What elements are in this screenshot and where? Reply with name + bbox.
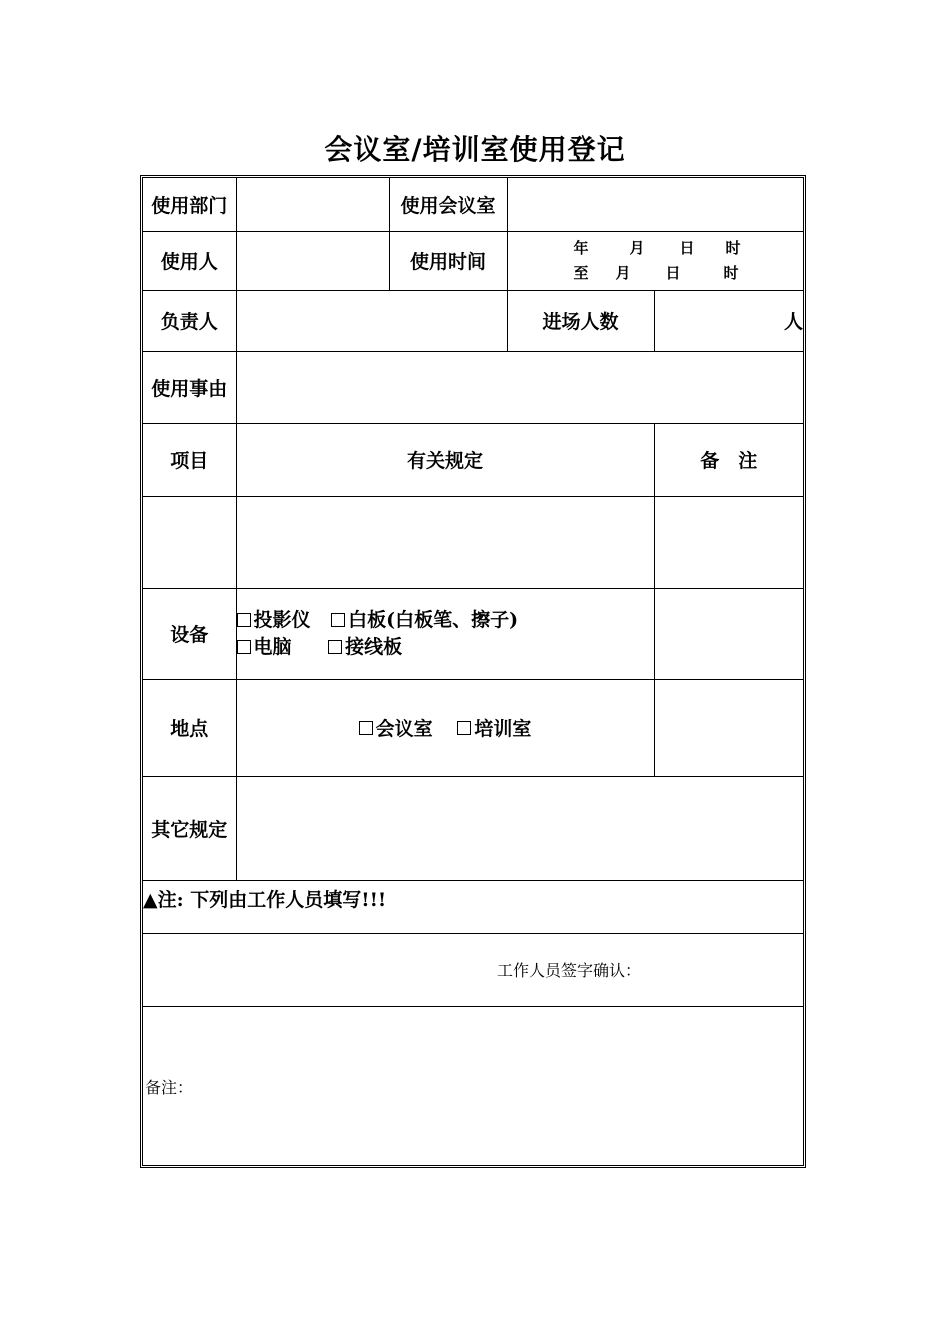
checkbox-icon[interactable]: [237, 640, 251, 654]
checkbox-icon[interactable]: [237, 613, 251, 627]
other-rules-field[interactable]: [236, 776, 803, 880]
row-remark: [143, 1006, 803, 1166]
equipment-label: 设备: [143, 588, 236, 679]
reason-label: 使用事由: [143, 351, 236, 423]
option-whiteboard[interactable]: 白板(白板笔、擦子): [331, 607, 518, 633]
time-line-start: 年 月 日 时: [573, 238, 741, 257]
row-other-rules: [143, 776, 803, 880]
owner-label: 负责人: [143, 290, 236, 351]
staff-sign-field[interactable]: [143, 933, 803, 1006]
row-staff-sign: [143, 933, 803, 1006]
staff-sign-label: 工作人员签字确认：: [497, 961, 642, 980]
row-equipment: [143, 588, 803, 679]
department-label: 使用部门: [143, 178, 236, 231]
row-owner: [143, 290, 803, 351]
item-header: 项目: [143, 423, 236, 496]
reason-field[interactable]: [236, 351, 803, 423]
row-blank: [143, 496, 803, 588]
blank-rules[interactable]: [236, 496, 654, 588]
remark-label: 备注：: [145, 1077, 194, 1097]
room-field[interactable]: [507, 178, 803, 231]
time-field[interactable]: [507, 231, 803, 290]
checkbox-icon[interactable]: [331, 613, 345, 627]
attendance-field[interactable]: [654, 290, 803, 351]
staff-note: [143, 880, 803, 933]
time-line-end: 至 月 日 时: [573, 263, 739, 282]
row-department: [143, 178, 803, 231]
checkbox-icon[interactable]: [457, 721, 471, 735]
room-label: 使用会议室: [389, 178, 507, 231]
checkbox-icon[interactable]: [359, 721, 373, 735]
row-header: [143, 423, 803, 496]
remark-header: 备 注: [654, 423, 803, 496]
staff-note-text: ▲注: 下列由工作人员填写!!!: [143, 888, 387, 911]
other-rules-label: 其它规定: [143, 776, 236, 880]
time-label: 使用时间: [389, 231, 507, 290]
row-staff-note: [143, 880, 803, 933]
row-location: [143, 679, 803, 776]
blank-remark[interactable]: [654, 496, 803, 588]
registration-form: [143, 178, 803, 1166]
owner-field[interactable]: [236, 290, 507, 351]
location-options: [236, 679, 654, 776]
attendance-label: 进场人数: [507, 290, 654, 351]
row-user: [143, 231, 803, 290]
location-label: 地点: [143, 679, 236, 776]
checkbox-icon[interactable]: [328, 640, 342, 654]
rules-header: 有关规定: [236, 423, 654, 496]
option-computer[interactable]: 电脑: [237, 634, 292, 660]
option-power-strip[interactable]: 接线板: [328, 634, 402, 660]
user-field[interactable]: [236, 231, 389, 290]
row-reason: [143, 351, 803, 423]
equipment-options: [236, 588, 654, 679]
remark-field[interactable]: [143, 1006, 803, 1166]
equipment-remark[interactable]: [654, 588, 803, 679]
option-training-room[interactable]: 培训室: [457, 714, 531, 741]
blank-item[interactable]: [143, 496, 236, 588]
user-label: 使用人: [143, 231, 236, 290]
attendance-unit: 人: [783, 311, 803, 333]
option-meeting-room[interactable]: 会议室: [359, 714, 433, 741]
location-remark[interactable]: [654, 679, 803, 776]
option-projector[interactable]: 投影仪: [237, 607, 311, 633]
department-field[interactable]: [236, 178, 389, 231]
page-title: 会议室/培训室使用登记: [324, 133, 626, 166]
